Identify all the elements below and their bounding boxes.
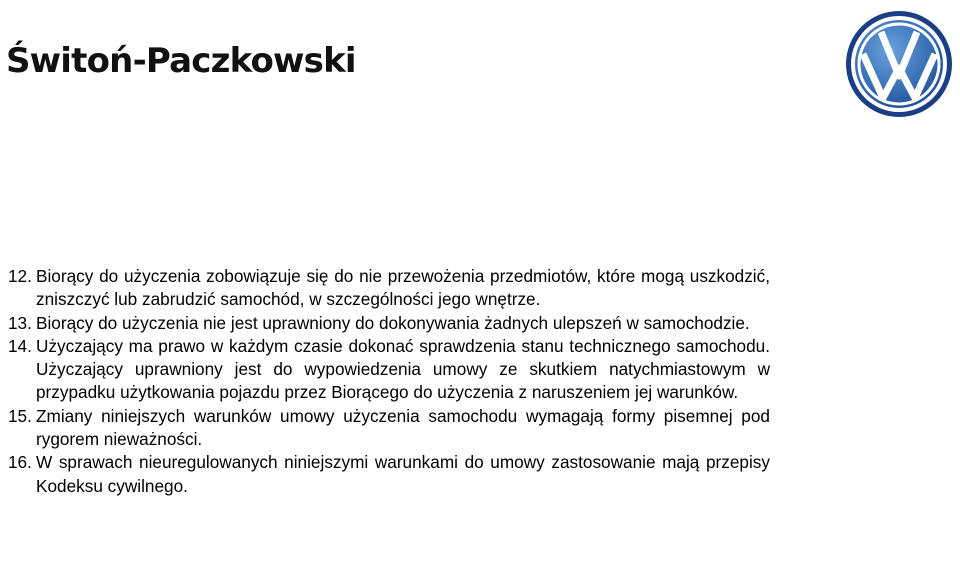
- term-number: 13.: [8, 312, 32, 333]
- term-text: Użyczający ma prawo w każdym czasie dokonać sprawdzenia stanu technicznego samochodu. Użyczający uprawniony jest do wypowiedzenia umowy ze skutkiem natychmiastowym w przypadku użytkowania pojazdu przez Biorącego do użyczenia z naruszeniem jej warunków.: [36, 335, 770, 403]
- dealer-brand: Świtoń-Paczkowski: [6, 41, 356, 81]
- term-text: W sprawach nieuregulowanych niniejszymi warunkami do umowy zastosowanie mają przepisy Kodeksu cywilnego.: [36, 452, 770, 496]
- term-text: Biorący do użyczenia nie jest uprawniony do dokonywania żadnych ulepszeń w samochodzie.: [36, 312, 750, 333]
- contract-terms-list: [8, 265, 770, 498]
- term-item-12: [8, 265, 770, 312]
- term-item-16: [8, 451, 770, 498]
- term-text: Zmiany niniejszych warunków umowy użyczenia samochodu wymagają formy pisemnej pod rygorem nieważności.: [36, 405, 770, 450]
- term-number: 16.: [8, 452, 32, 473]
- term-number: 15.: [8, 405, 32, 426]
- term-item-15: [8, 405, 770, 452]
- vw-logo: [845, 10, 953, 118]
- term-text: Biorący do użyczenia zobowiązuje się do nie przewożenia przedmiotów, które mogą uszkodzić, zniszczyć lub zabrudzić samochód, w szczególności jego wnętrze.: [36, 266, 770, 310]
- term-item-14: [8, 335, 770, 405]
- term-item-13: [8, 312, 770, 335]
- term-number: 12.: [8, 266, 32, 286]
- term-number: 14.: [8, 335, 32, 356]
